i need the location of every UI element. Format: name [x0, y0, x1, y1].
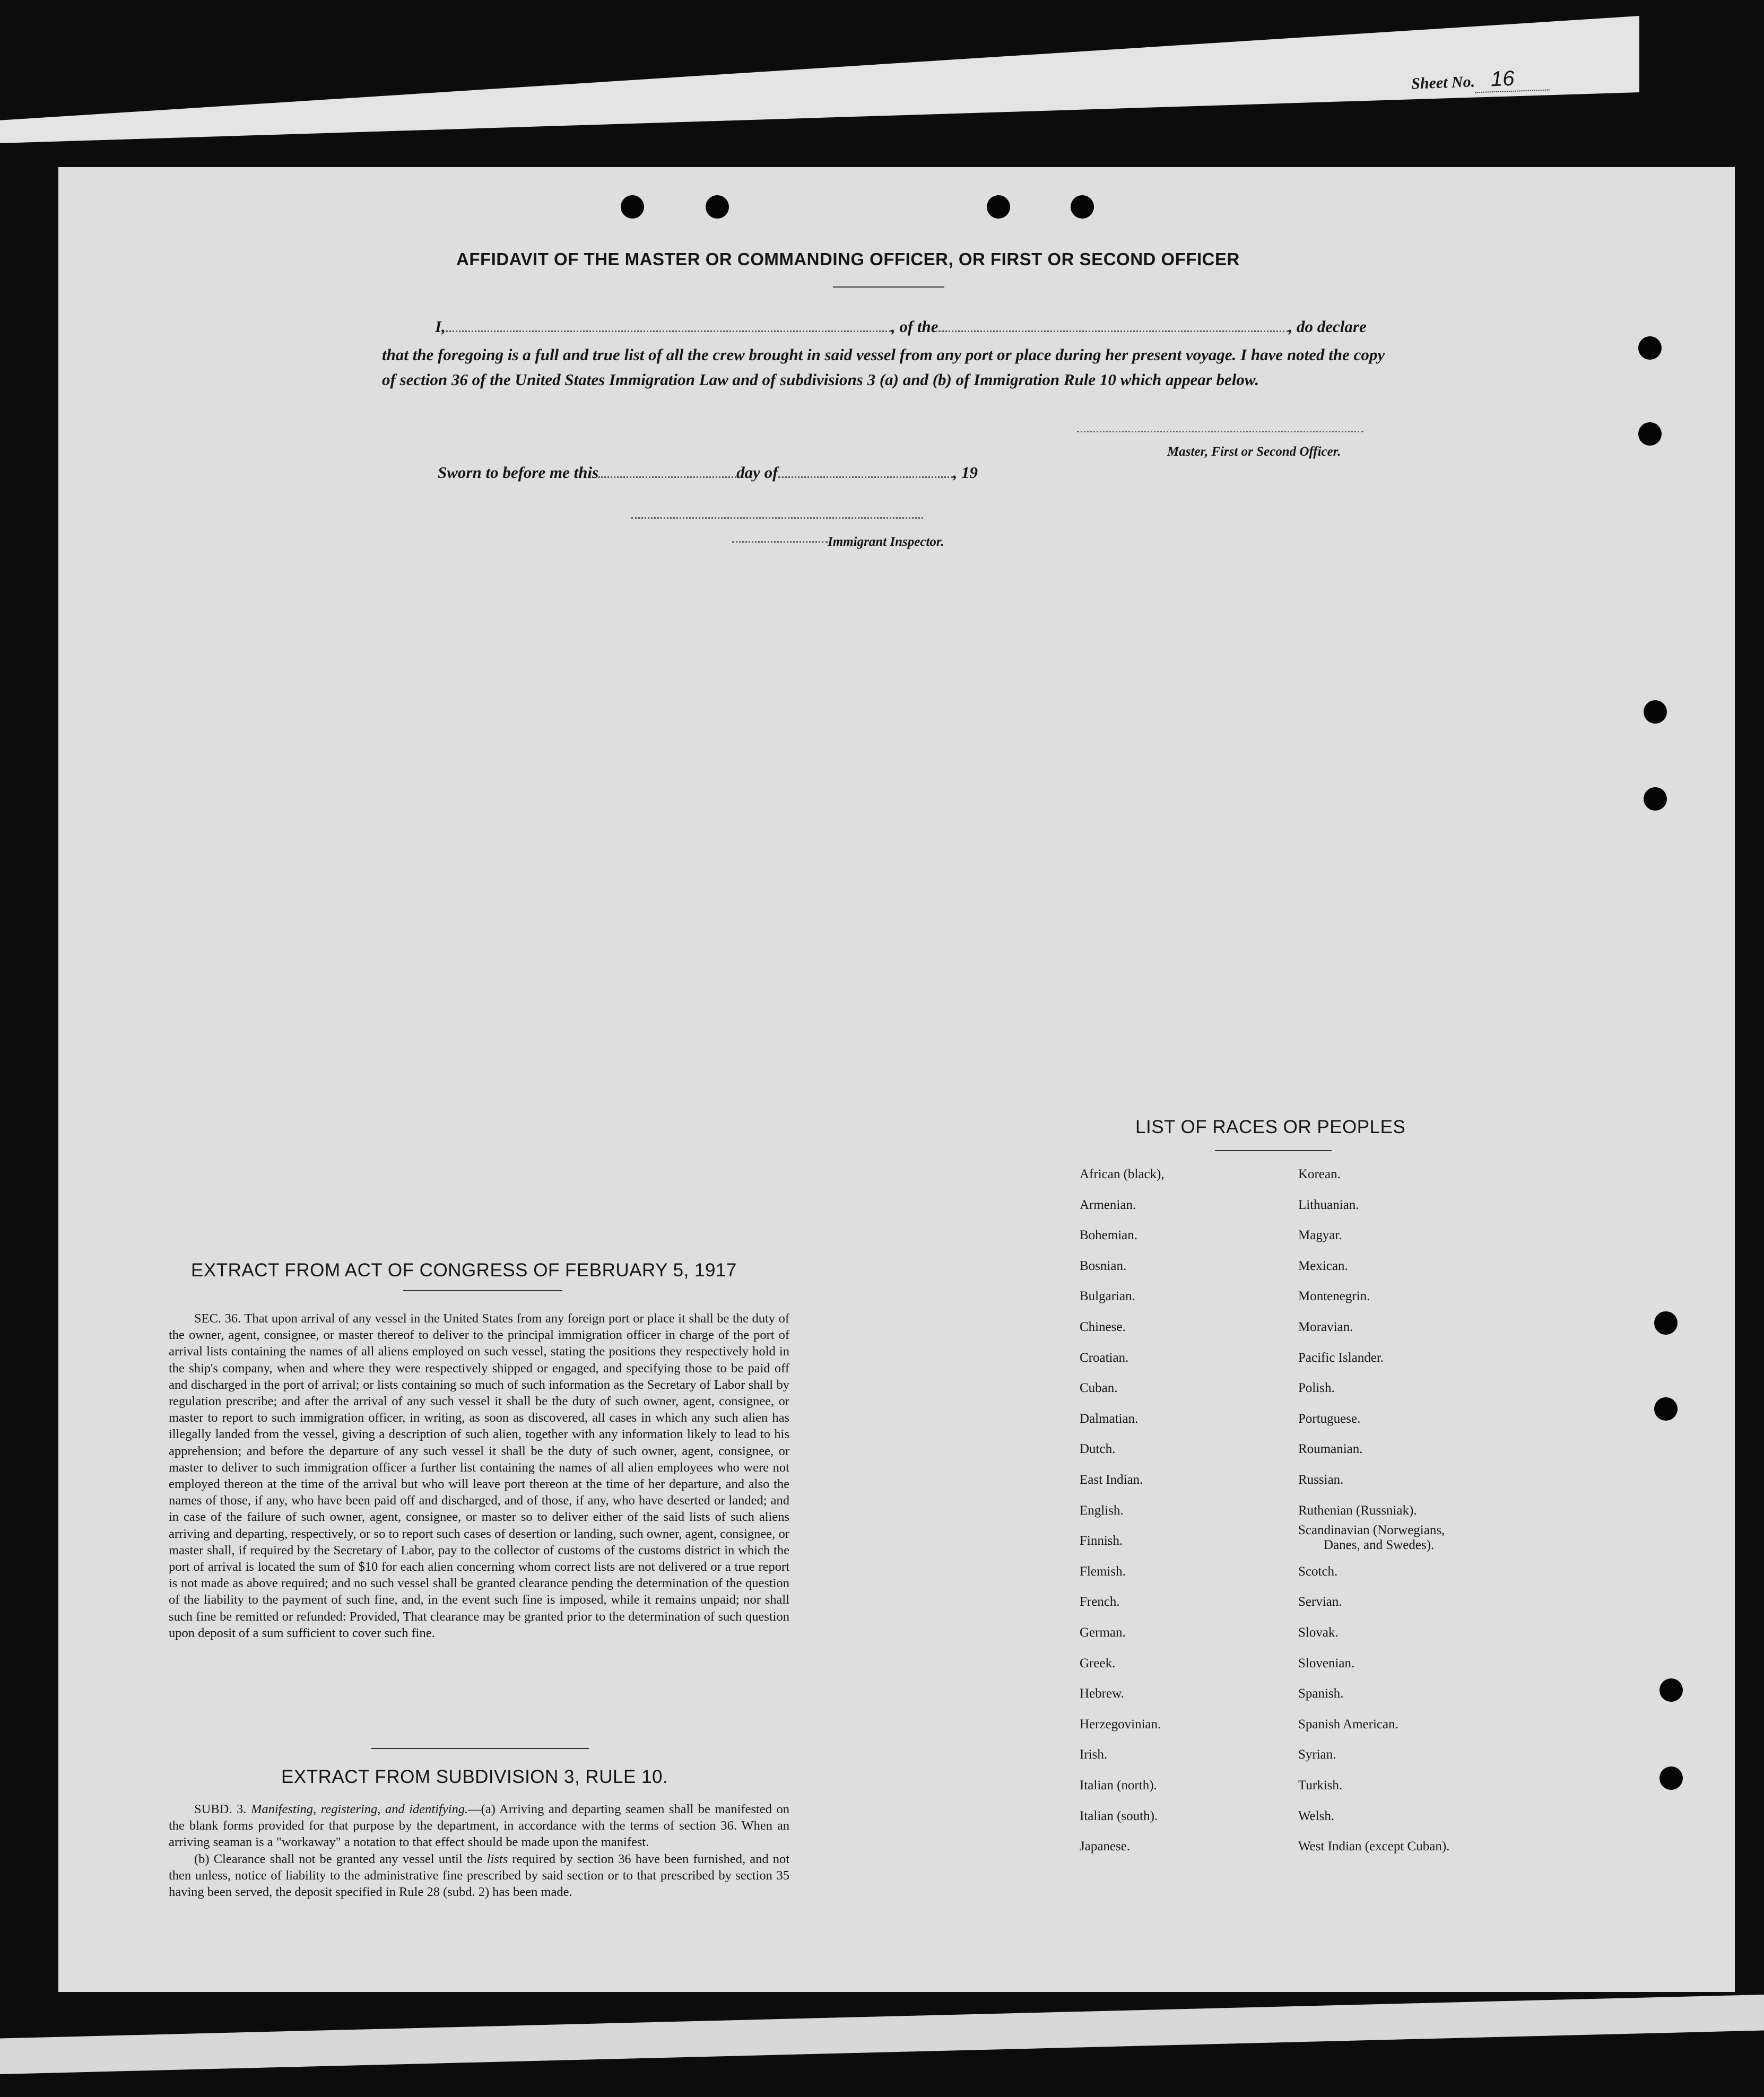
race-item: Spanish American. — [1298, 1717, 1398, 1731]
form-page — [58, 167, 1735, 1992]
sworn-day-field[interactable] — [598, 464, 736, 478]
rule-para-a-lead: SUBD. 3. — [194, 1802, 251, 1816]
race-item: Turkish. — [1298, 1778, 1343, 1793]
year-label: , 19 — [953, 463, 978, 482]
folded-bottom-strip — [0, 1995, 1764, 2074]
act-extract-title: EXTRACT FROM ACT OF CONGRESS OF FEBRUARY 5, 1917 — [191, 1260, 737, 1281]
punch-hole — [1644, 700, 1667, 724]
sworn-label: Sworn to before me this — [438, 463, 599, 482]
rule-extract-title: EXTRACT FROM SUBDIVISION 3, RULE 10. — [281, 1767, 668, 1787]
punch-hole — [706, 195, 729, 219]
rule-extract-text — [169, 1801, 789, 1900]
race-item: Armenian. — [1080, 1197, 1136, 1212]
rule-para-b-text: required by section 36 have been furnished, and not then unless, notice of liability to the administrative fine prescribed by said section or to that prescribed by section 35 having been served, the deposit specified in Rule 28 (subd. 2) has been made. — [169, 1851, 790, 1900]
race-item: French. — [1080, 1595, 1120, 1609]
race-item: Bulgarian. — [1080, 1289, 1135, 1304]
race-item: Servian. — [1298, 1595, 1342, 1609]
punch-hole — [1654, 1311, 1678, 1335]
punch-hole — [1071, 195, 1094, 219]
race-item: African (black), — [1080, 1167, 1165, 1181]
affidavit-body: that the foregoing is a full and true list of all the crew brought in said vessel from any port or place during her present voyage. I have noted the copy of section 36 of the United States Immigration Law and of subdivisions 3 (a) and (b) of Immigration Rule 10 which appear below. — [382, 345, 1385, 389]
race-item: Bosnian. — [1080, 1258, 1127, 1273]
declare-label: , do declare — [1288, 317, 1367, 336]
sheet-number-label: Sheet No. — [1411, 73, 1475, 93]
sworn-month-field[interactable] — [778, 464, 953, 478]
race-item: Finnish. — [1080, 1534, 1123, 1548]
race-item: Chinese. — [1080, 1320, 1126, 1334]
vessel-name-field[interactable] — [939, 318, 1289, 332]
race-item: Hebrew. — [1080, 1686, 1124, 1701]
divider — [371, 1748, 589, 1749]
race-item: Italian (north). — [1080, 1778, 1157, 1793]
race-item: Syrian. — [1298, 1747, 1336, 1762]
race-item: West Indian (except Cuban). — [1298, 1839, 1450, 1854]
inspector-signature-field[interactable] — [631, 517, 923, 519]
race-item: Slovenian. — [1298, 1656, 1355, 1670]
punch-hole — [1638, 422, 1662, 446]
punch-hole — [1638, 336, 1662, 360]
sheet-number-value: 16 — [1490, 66, 1515, 91]
sheet-number-dotline — [1474, 65, 1550, 93]
race-item: Magyar. — [1298, 1228, 1342, 1243]
rule-para-a-heading: Manifesting, registering, and identifying. — [250, 1802, 468, 1816]
punch-hole — [1654, 1397, 1678, 1421]
race-item: Herzegovinian. — [1080, 1717, 1161, 1731]
rule-para-b-lead: (b) Clearance shall not be granted any vessel until the — [194, 1851, 487, 1866]
race-item: Danes, and Swedes). — [1324, 1538, 1435, 1553]
race-item: Japanese. — [1080, 1839, 1131, 1854]
race-item: Scandinavian (Norwegians, — [1298, 1523, 1445, 1538]
sheet-number — [1411, 65, 1549, 95]
vessel-label: , of the — [891, 317, 939, 336]
race-item: Montenegrin. — [1298, 1289, 1370, 1304]
race-item: Portuguese. — [1298, 1411, 1361, 1426]
race-item: Pacific Islander. — [1298, 1350, 1384, 1365]
race-item: German. — [1080, 1625, 1126, 1640]
race-item: Bohemian. — [1080, 1228, 1138, 1243]
race-item: Flemish. — [1080, 1564, 1126, 1579]
punch-hole — [1644, 787, 1667, 811]
race-item: Welsh. — [1298, 1808, 1335, 1823]
races-title: LIST OF RACES OR PEOPLES — [1135, 1117, 1406, 1137]
race-item: Spanish. — [1298, 1686, 1344, 1701]
inspector-caption: Immigrant Inspector. — [828, 535, 944, 549]
race-item: Dutch. — [1080, 1442, 1116, 1457]
declarant-name-field[interactable] — [446, 318, 891, 332]
divider — [833, 286, 944, 288]
race-item: Italian (south). — [1080, 1808, 1158, 1823]
master-signature-field[interactable] — [1077, 431, 1363, 432]
race-item: Mexican. — [1298, 1258, 1348, 1273]
sworn-line — [438, 463, 978, 482]
section-36-text: SEC. 36. That upon arrival of any vessel in the United States from any foreign port or place it shall be the duty of the owner, agent, consignee, or master thereof to deliver to the principal immigration officer in charge of the port of arrival lists containing the names of all aliens employed on such vessel, stating the positions they respectively hold in the ship's company, when and where they were respectively shipped or engaged, and specifying those to be paid off and discharged in the port of arrival; or lists containing so much of such information as the Secretary of Labor shall by regulation prescribe; and after the arrival of any such vessel it shall be the duty of such owner, agent, consignee, or master to report to such immigration officer, in writing, as soon as discovered, all cases in which any such alien has illegally landed from the vessel, giving a description of such alien, together with any information likely to lead to his apprehension; and before the departure of any such vessel it shall be the duty of such owner, agent, consignee, or master to deliver to such immigration officer a further list containing the names of all alien employees who were not employed thereon at the time of the arrival but who will leave port thereon at the time of her departure, and also the names of those, if any, who have been paid off and discharged, and of those, if any, who have deserted or landed; and in case of the failure of such owner, agent, consignee, or master so to deliver either of the said lists of such aliens arriving and departing, respectively, or so to report such cases of desertion or landing, such owner, agent, consignee, or master shall, if required by the Secretary of Labor, pay to the collector of customs of the customs district in which the port of arrival is located the sum of $10 for each alien concerning whom correct lists are not delivered or a true report is not made as above required; and no such vessel shall be granted clearance pending the determination of the question of the liability to the payment of such fine, and, in the event such fine is imposed, while it remains unpaid; nor shall such fine be remitted or refunded: Provided, That clearance may be granted prior to the determination of such question upon deposit of a sum sufficient to cover such fine. — [169, 1311, 789, 1640]
race-item: Polish. — [1298, 1381, 1335, 1396]
race-item: Roumanian. — [1298, 1442, 1363, 1457]
race-item: Cuban. — [1080, 1381, 1118, 1396]
affidavit-title: AFFIDAVIT OF THE MASTER OR COMMANDING OFFICER, OR FIRST OR SECOND OFFICER — [456, 249, 1240, 269]
inspector-dotline — [732, 541, 828, 543]
divider — [1215, 1150, 1332, 1151]
master-signature-caption: Master, First or Second Officer. — [1167, 445, 1341, 459]
race-item: Russian. — [1298, 1473, 1344, 1487]
race-item: Dalmatian. — [1080, 1411, 1139, 1426]
declarant-label: I, — [435, 317, 446, 336]
divider — [403, 1290, 562, 1291]
rule-para-b-em: lists — [486, 1851, 508, 1866]
race-item: Irish. — [1080, 1747, 1108, 1762]
punch-hole — [621, 195, 644, 219]
race-item: Scotch. — [1298, 1564, 1338, 1579]
rule-para-b — [169, 1851, 789, 1901]
punch-hole — [987, 195, 1010, 219]
declaration-line — [435, 317, 1367, 336]
race-item: Korean. — [1298, 1167, 1341, 1181]
act-extract-text — [169, 1310, 789, 1641]
punch-hole — [1659, 1678, 1683, 1702]
punch-hole — [1659, 1767, 1683, 1790]
race-item: Croatian. — [1080, 1350, 1129, 1365]
race-item: English. — [1080, 1503, 1124, 1518]
rule-para-a — [169, 1801, 789, 1851]
folded-top-strip — [0, 16, 1639, 143]
race-item: Slovak. — [1298, 1625, 1339, 1640]
day-of-label: day of — [736, 463, 778, 482]
race-item: Greek. — [1080, 1656, 1116, 1670]
race-item: Lithuanian. — [1298, 1197, 1359, 1212]
rule-para-a-text: —(a) Arriving and departing seamen shall be manifested on the blank forms provided for that purpose by the department, in accordance with the terms of section 36. When an arriving seaman is a "workaway" a notation to that effect should be made upon the manifest. — [169, 1802, 789, 1850]
race-item: Moravian. — [1298, 1320, 1353, 1334]
race-item: Ruthenian (Russniak). — [1298, 1503, 1417, 1518]
race-item: East Indian. — [1080, 1473, 1143, 1487]
